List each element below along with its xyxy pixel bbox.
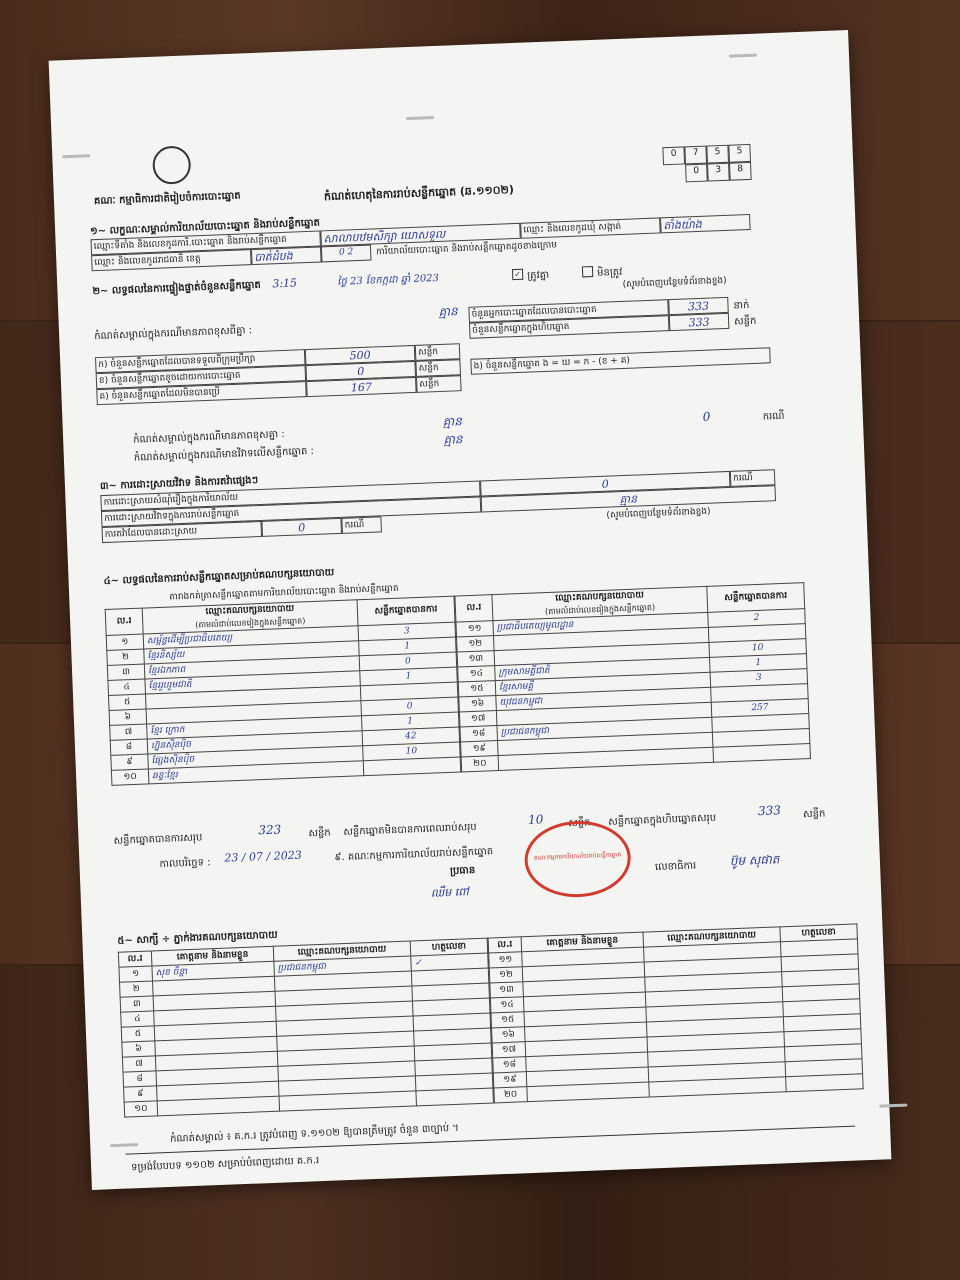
col-no: ល.រ — [105, 608, 143, 635]
col-sign: ហត្ថលេខា — [410, 938, 488, 956]
col-name: គោត្តនាម និងនាមខ្លួន — [151, 946, 273, 966]
witness-no: ២ — [120, 981, 154, 997]
result-votes: 10 — [709, 639, 807, 658]
col-party-sub: (តាមលំដាប់លេខរៀងក្នុងសន្លឹកឆ្នោត) — [544, 602, 656, 617]
results-table-left — [105, 596, 462, 786]
col-party-label: ឈ្មោះគណបក្សនយោបាយ — [555, 590, 645, 604]
result-party: ផ្សែងស៊ិនប៉ិច — [148, 746, 363, 769]
witness-no: ១៧ — [492, 1042, 526, 1058]
result-votes: 1 — [360, 667, 458, 686]
total-box-unit: សន្លឹក — [802, 808, 826, 821]
code-digit: 0 — [685, 164, 708, 183]
ballots-label: ចំនួនសន្លឹកឆ្នោតក្នុងហិបឆ្នោត — [469, 315, 669, 339]
col-party: ឈ្មោះគណបក្សនយោបាយ — [643, 927, 780, 947]
code-digit: 5 — [706, 145, 729, 164]
witness-no: ១០ — [124, 1101, 158, 1117]
staple — [110, 1143, 138, 1147]
formula: ង) ចំនួនសន្លឹកឆ្នោត ង = ឃ = ក - (ខ + គ) — [470, 347, 770, 375]
section1-commune: តាំងយ៉ាង — [660, 214, 751, 233]
witness-no: ១៣ — [490, 982, 524, 998]
col-name: គោត្តនាម និងនាមខ្លួន — [521, 932, 643, 952]
result-no: ១ — [106, 634, 144, 650]
stamp-text: គណៈកម្មការការិយាល័យរាប់សន្លឹកឆ្នោត — [533, 851, 622, 862]
section1-row1-label: ឈ្មោះទីតាំង និងលេខកូដការិ.បោះឆ្នោត និងរាប់សន្លឹកឆ្នោត — [90, 230, 320, 255]
section3-row1-unit: ករណី — [730, 469, 776, 487]
section3-note: (សូមបំពេញបន្ថែមទំព័រខាងខ្នង) — [606, 506, 711, 521]
section3-row2-value: គ្មាន — [481, 485, 776, 512]
ballot-row-value: 0 — [305, 361, 416, 381]
staple — [62, 154, 90, 158]
date-label: កាលបរិច្ឆេទ : — [159, 857, 211, 871]
footnote: កំណត់សម្គាល់ ៖ គ.ក.រ ត្រូវបំពេញ ទ.១១០២ ឱ្យបានត្រឹមត្រូវ ចំនួន ៣ច្បាប់ ។ — [169, 1122, 460, 1145]
match-no-checkbox[interactable] — [582, 266, 593, 277]
witness-table-right — [488, 923, 864, 1103]
code-digit: 7 — [684, 146, 707, 165]
ballot-row-unit: សន្លឹក — [416, 375, 462, 393]
section1-commune-label: ឈ្មោះ និងលេខកូដឃុំ សង្កាត់ — [520, 217, 661, 238]
match-yes-checkbox[interactable]: ✓ — [512, 269, 523, 280]
result-party: ក្រុមសាមគ្គីជាតិ — [495, 657, 710, 680]
section2-note-label: កំណត់សម្គាល់ក្នុងករណីមានភាពខុសពីគ្នា : — [94, 325, 253, 343]
section3-row1-label: ការដោះស្រាយសំណុំរឿងក្នុងការិយាល័យ — [100, 481, 480, 512]
section3-row1-value: 0 — [480, 471, 730, 497]
result-votes: 0 — [359, 652, 457, 671]
col-party: ឈ្មោះគណបក្សនយោបាយ — [273, 941, 410, 961]
result-no: ១២ — [457, 636, 495, 652]
section4-heading: ៤~ លទ្ធផលនៃការរាប់សន្លឹកឆ្នោតសម្រាប់គណបក្សនយោបាយ — [103, 567, 335, 588]
col-sign: ហត្ថលេខា — [780, 924, 858, 942]
result-votes — [363, 757, 461, 776]
ballot-row-value: 500 — [305, 345, 416, 365]
witness-no: ៩ — [124, 1086, 158, 1102]
total-box-value: 333 — [757, 803, 782, 819]
witness-no: ១២ — [489, 967, 523, 983]
section3-heading: ៣~ ការដោះស្រាយវិវាទ និងការតវ៉ាផ្សេងៗ — [99, 475, 259, 493]
witness-table-left — [118, 938, 494, 1118]
code-digit: 3 — [707, 163, 730, 182]
witness-sign — [786, 1074, 864, 1092]
result-party: ហ្វ៊ុនស៊ិនប៉ិច — [147, 731, 362, 754]
witness-no: ៣ — [120, 996, 154, 1012]
voters-value: 333 — [668, 297, 729, 315]
code-digit: 8 — [729, 162, 752, 181]
section2-heading: ២~ លទ្ធផលនៃការផ្ទៀងផ្ទាត់ចំនួនសន្លឹកឆ្នោត — [92, 279, 261, 298]
col-party-label: ឈ្មោះគណបក្សនយោបាយ — [205, 603, 295, 618]
section5-heading: ៥~ សាក្សី ÷ ភ្នាក់ងារគណបក្សនយោបាយ — [117, 929, 278, 947]
voters-unit: នាក់ — [733, 300, 750, 312]
result-votes: 3 — [358, 622, 456, 641]
col-no: ល.រ — [455, 595, 493, 622]
ballot-row-label: គ) ចំនួនសន្លឹកឆ្នោតដែលមិនបានប្រើ — [96, 381, 306, 405]
total-valid-unit: សន្លឹក — [308, 827, 331, 840]
ballot-row-value: 167 — [306, 377, 417, 397]
count-date: ថ្ងៃ 23 ខែកក្កដា ឆ្នាំ 2023 — [337, 272, 440, 288]
section1-location: សាលាបឋមសិក្សា ឃោសទួល — [320, 223, 520, 247]
result-no: ១១ — [456, 621, 494, 637]
col-no: ល.រ — [118, 951, 152, 967]
result-no: ៧ — [110, 724, 148, 740]
section3-row3-label: ការតវ៉ាដែលបានដោះស្រាយ — [102, 521, 262, 543]
secretary-label: លេខាធិការ — [654, 860, 697, 874]
result-votes: 1 — [359, 637, 457, 656]
official-stamp — [523, 819, 632, 899]
witness-no: ៨ — [123, 1071, 157, 1087]
result-votes — [713, 744, 811, 763]
staple — [406, 116, 434, 120]
committee-label: ៩. គណៈកម្មការការិយាល័យរាប់សន្លឹកឆ្នោត — [334, 846, 494, 864]
total-invalid-label: សន្លឹកឆ្នោតមិនបានការពេលរាប់សរុប — [343, 821, 477, 839]
match-yes-label: ត្រូវគ្នា — [527, 269, 550, 282]
witness-no: ៤ — [121, 1011, 155, 1027]
witness-no: ១៨ — [493, 1057, 527, 1073]
chair-signature: ឈឹម ពៅ — [430, 885, 469, 900]
ballot-row-label: ក) ចំនួនសន្លឹកឆ្នោតដែលបានទទួលពីក្រុមប្រឹក្សា — [95, 349, 305, 373]
col-no: ល.រ — [488, 937, 522, 953]
total-valid-label: សន្លឹកឆ្នោតបានការសរុប — [113, 832, 203, 847]
form-title: កំណត់ហេតុនៃការរាប់សន្លឹកឆ្នោត (ឆ.១១០២) — [323, 183, 515, 204]
result-party: ប្រជាជនកម្ពុជា — [497, 717, 712, 740]
result-votes: 0 — [361, 697, 459, 716]
col-party-sub: (តាមលំដាប់លេខរៀងក្នុងសន្លឹកឆ្នោត) — [195, 616, 306, 630]
section1-note: ការិយាល័យបោះឆ្នោត និងរាប់សន្លឹកឆ្នោតដូចខាងក្រោម — [376, 240, 558, 258]
witness-name: សុខ ចិន្តា — [152, 961, 274, 981]
section1-heading: ១~ លក្ខណៈសម្គាល់ការិយាល័យបោះឆ្នោត និងរាប់សន្លឹកឆ្នោត — [89, 217, 321, 238]
code-digit: 5 — [728, 144, 751, 163]
note3-label: កំណត់សម្គាល់ក្នុងករណីមានវិវាទលើសន្លឹកឆ្នោត : — [133, 445, 315, 464]
result-votes: 42 — [362, 727, 460, 746]
date-value: 23 / 07 / 2023 — [224, 848, 302, 865]
result-no: ៥ — [109, 694, 147, 710]
count-time: 3:15 — [272, 276, 298, 291]
note2-value: គ្មាន — [442, 414, 463, 429]
witness-no: ១១ — [489, 952, 523, 968]
result-votes: 257 — [711, 699, 809, 718]
match-no-label: មិនត្រូវ — [596, 266, 623, 279]
total-box-label: សន្លឹកឆ្នោតក្នុងហិបឆ្នោតសរុប — [608, 812, 717, 828]
witness-party: ប្រជាជនកម្ពុជា — [274, 956, 411, 976]
note3-value: គ្មាន — [443, 432, 463, 447]
result-no: ១៣ — [457, 651, 495, 667]
section3-row3-unit: ករណី — [341, 516, 382, 534]
note2-label: កំណត់សម្គាល់ក្នុងករណីមានភាពខុសគ្នា : — [133, 428, 285, 446]
witness-no: ១ — [119, 966, 153, 982]
witness-no: ៥ — [121, 1026, 155, 1042]
section3-row3-value: 0 — [261, 518, 342, 537]
result-no: ១៦ — [459, 696, 497, 712]
witness-no: ២០ — [494, 1087, 528, 1103]
staple — [729, 54, 757, 58]
witness-no: ៦ — [122, 1041, 156, 1057]
ballot-count-form — [49, 30, 892, 1190]
result-party: ខ្មែររួបរួមជាតិ — [145, 671, 360, 694]
result-no: ២ — [107, 649, 145, 665]
code-digit: 0 — [662, 146, 685, 165]
col-votes: សន្លឹកឆ្នោតបានការ — [357, 596, 455, 626]
secretary-name: ប៊ូម សុផាត — [729, 852, 780, 869]
result-votes: 1 — [709, 654, 807, 673]
result-no: ១៧ — [459, 711, 497, 727]
note3-count: 0 — [702, 409, 711, 424]
result-no: ៦ — [109, 709, 147, 725]
result-votes: 2 — [708, 609, 806, 628]
witness-no: ៧ — [122, 1056, 156, 1072]
result-party: ខ្មែរនិស្ស័យ — [144, 641, 359, 664]
result-no: ២០ — [461, 756, 499, 772]
result-no: ១៤ — [458, 666, 496, 682]
note3-unit: ករណី — [762, 410, 785, 423]
witness-sign — [416, 1088, 494, 1106]
result-party: ខ្មែរឯកភាព — [144, 656, 359, 679]
total-invalid-value: 10 — [527, 812, 544, 827]
result-no: ១៥ — [458, 681, 496, 697]
total-valid-value: 323 — [258, 822, 282, 838]
voters-label: ចំនួនអ្នកបោះឆ្នោតដែលបានបោះឆ្នោត — [468, 299, 668, 323]
results-table-right — [454, 582, 811, 772]
witness-no: ១៤ — [490, 997, 524, 1013]
result-party: សម្ព័ន្ធដើម្បីប្រជាធិបតេយ្យ — [143, 626, 358, 649]
org-name: គណៈ កម្មាធិការជាតិរៀបចំការបោះឆ្នោត — [93, 190, 241, 208]
section1-row2-label: ឈ្មោះ និងលេខកូដរាជធានី ខេត្ត — [91, 249, 251, 271]
col-votes: សន្លឹកឆ្នោតបានការ — [707, 583, 805, 613]
ballot-row-unit: សន្លឹក — [415, 343, 461, 361]
section1-province: បាត់ដំបង — [251, 246, 322, 265]
section2-note-value: គ្មាន — [438, 304, 458, 319]
witness-no: ១៦ — [492, 1027, 526, 1043]
result-no: ១០ — [111, 769, 149, 785]
result-party: ខ្មែរ ក្រោក — [147, 716, 362, 739]
result-no: ៨ — [110, 739, 148, 755]
section3-row2-label: ការដោះស្រាយវិវាទក្នុងការរាប់សន្លឹកឆ្នោត — [101, 497, 481, 528]
witness-no: ១៩ — [493, 1072, 527, 1088]
result-no: ៣ — [107, 664, 145, 680]
result-no: ៩ — [111, 754, 149, 770]
result-votes: 10 — [363, 742, 461, 761]
form-note: ទម្រង់បែបបទ ១១០២ សម្រាប់បំពេញដោយ គ.ក.រ — [130, 1155, 320, 1174]
ballots-unit: សន្លឹក — [733, 315, 757, 328]
witness-no: ១៥ — [491, 1012, 525, 1028]
result-party: ប្រជាធិបតេយ្យមូលដ្ឋាន — [493, 612, 708, 635]
result-party: យុវជនកម្ពុជា — [496, 687, 711, 710]
result-no: ៤ — [108, 679, 146, 695]
ballot-row-unit: សន្លឹក — [415, 359, 461, 377]
section4-subheading: តារាងកត់ត្រាសន្លឹកឆ្នោតតាមការិយាល័យបោះឆ្នោត និងរាប់សន្លឹកឆ្នោត — [169, 583, 399, 603]
section1-code: 0 2 — [321, 245, 372, 263]
chair-label: ប្រធាន — [449, 864, 476, 877]
result-no: ១៨ — [460, 726, 498, 742]
result-party: ឆន្ទៈខ្មែរ — [148, 761, 363, 784]
total-invalid-unit: សន្លឹក — [568, 817, 591, 830]
emblem-logo — [152, 145, 191, 184]
witness-sign: ✓ — [411, 953, 489, 971]
result-votes: 1 — [361, 712, 459, 731]
section2-note-right: (សូមបំពេញបន្ថែមទំព័រខាងខ្នង) — [622, 275, 727, 290]
ballot-row-label: ខ) ចំនួនសន្លឹកឆ្នោតខូចដោយការបោះឆ្នោត — [96, 365, 306, 389]
ballots-value: 333 — [669, 313, 730, 331]
result-party: ខ្មែរសាមគ្គី — [495, 672, 710, 695]
result-votes: 3 — [710, 669, 808, 688]
result-no: ១៩ — [461, 741, 499, 757]
